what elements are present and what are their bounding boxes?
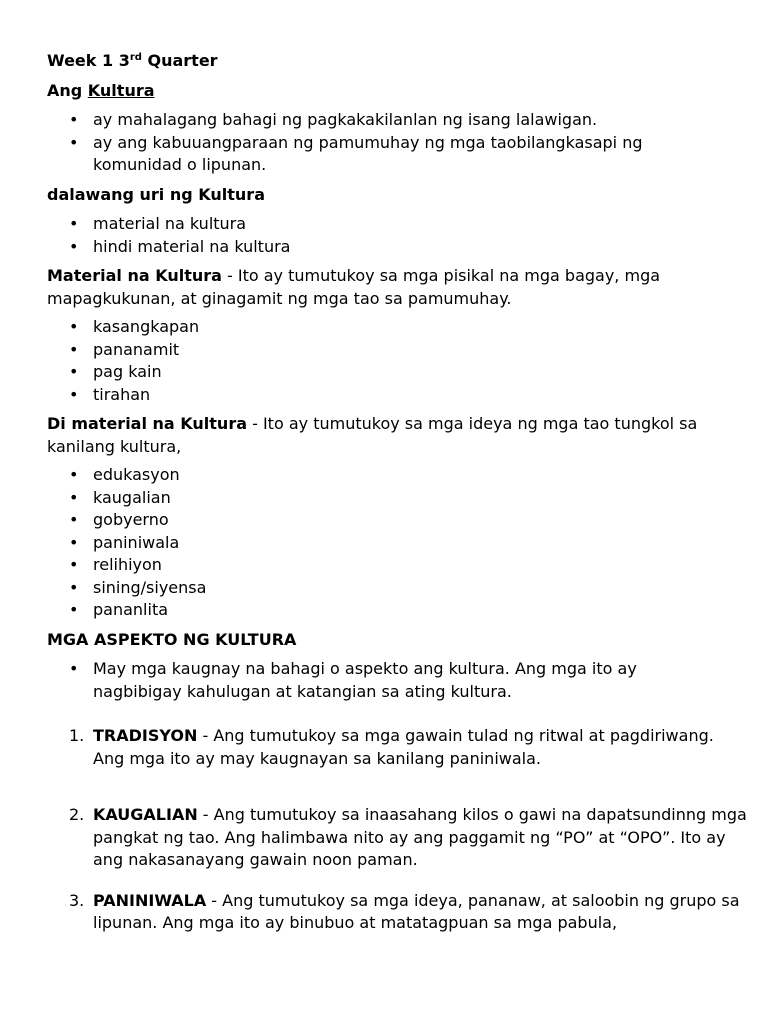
item-number: 3. <box>69 890 85 910</box>
intro-list <box>47 109 747 177</box>
list-item: • pananlita <box>47 599 747 622</box>
item-term: PANINIWALA <box>93 890 207 910</box>
aspekto-numbered-list <box>47 725 747 935</box>
list-item: • ay ang kabuuangparaan ng pamumuhay ng mga taobilangkasapi ng komunidad o lipunan. <box>47 132 747 177</box>
document-page <box>47 50 747 935</box>
di-material-definition: - Ito ay tumutukoy sa mga ideya ng mga tao tungkol sa kanilang kultura, <box>47 414 698 456</box>
week-heading-text: Week 1 3 <box>47 51 130 70</box>
uri-list <box>47 213 747 258</box>
material-list <box>47 316 747 406</box>
numbered-item-paniniwala <box>47 890 747 935</box>
dalawang-uri-heading: dalawang uri ng Kultura <box>47 184 265 204</box>
list-item: • pananamit <box>47 339 747 362</box>
item-text: - Ang tumutukoy sa mga ideya, pananaw, at saloobin ng grupo sa lipunan. Ang mga ito ay binubuo at matatagpuan sa mga pabula, <box>93 890 740 932</box>
material-paragraph <box>47 265 747 310</box>
list-item: • tirahan <box>47 384 747 407</box>
list-item: • May mga kaugnay na bahagi o aspekto ang kultura. Ang mga ito ay nagbibigay kahulugan at katangian sa ating kultura. <box>47 658 747 703</box>
aspekto-list <box>47 658 747 703</box>
item-term: KAUGALIAN <box>93 805 198 824</box>
material-term: Material na Kultura <box>47 266 222 285</box>
list-item: • relihiyon <box>47 554 747 577</box>
list-item: • material na kultura <box>47 213 747 236</box>
week-heading <box>47 50 747 73</box>
di-material-paragraph <box>47 413 747 458</box>
item-number: 1. <box>69 726 85 745</box>
week-heading-quarter: Quarter <box>141 51 218 70</box>
list-item: • pag kain <box>47 361 747 384</box>
material-definition: - Ito ay tumutukoy sa mga pisikal na mga bagay, mga mapagkukunan, at ginagamit ng mga tao sa pamumuhay. <box>47 266 661 308</box>
list-item: • gobyerno <box>47 509 747 532</box>
aspekto-heading: MGA ASPEKTO NG KULTURA <box>47 629 297 649</box>
item-number: 2. <box>69 805 85 824</box>
list-item: • edukasyon <box>47 464 747 487</box>
ang-kultura-prefix: Ang <box>47 80 88 100</box>
list-item: • hindi material na kultura <box>47 236 747 259</box>
di-material-term: Di material na Kultura <box>47 414 248 433</box>
list-item: • paniniwala <box>47 532 747 555</box>
item-term: TRADISYON <box>93 726 198 745</box>
ang-kultura-underlined: Kultura <box>87 80 155 100</box>
item-text: - Ang tumutukoy sa mga gawain tulad ng ritwal at pagdiriwang. Ang mga ito ay may kaugnayan sa kanilang paniniwala. <box>93 726 714 768</box>
list-item: • kaugalian <box>47 487 747 510</box>
di-material-list <box>47 464 747 622</box>
list-item: • kasangkapan <box>47 316 747 339</box>
numbered-item-tradisyon <box>47 725 747 770</box>
list-item: • sining/siyensa <box>47 577 747 600</box>
list-item: • ay mahalagang bahagi ng pagkakakilanlan ng isang lalawigan. <box>47 109 747 132</box>
item-text: - Ang tumutukoy sa inaasahang kilos o gawi na dapatsundinng mga pangkat ng tao. Ang halimbawa nito ay ang paggamit ng “PO” at “OPO”. Ito ay ang nakasanayang gawain noon paman. <box>93 805 747 869</box>
ang-kultura-heading <box>47 80 747 103</box>
week-heading-superscript: rd <box>129 52 142 63</box>
numbered-item-kaugalian <box>47 804 747 872</box>
